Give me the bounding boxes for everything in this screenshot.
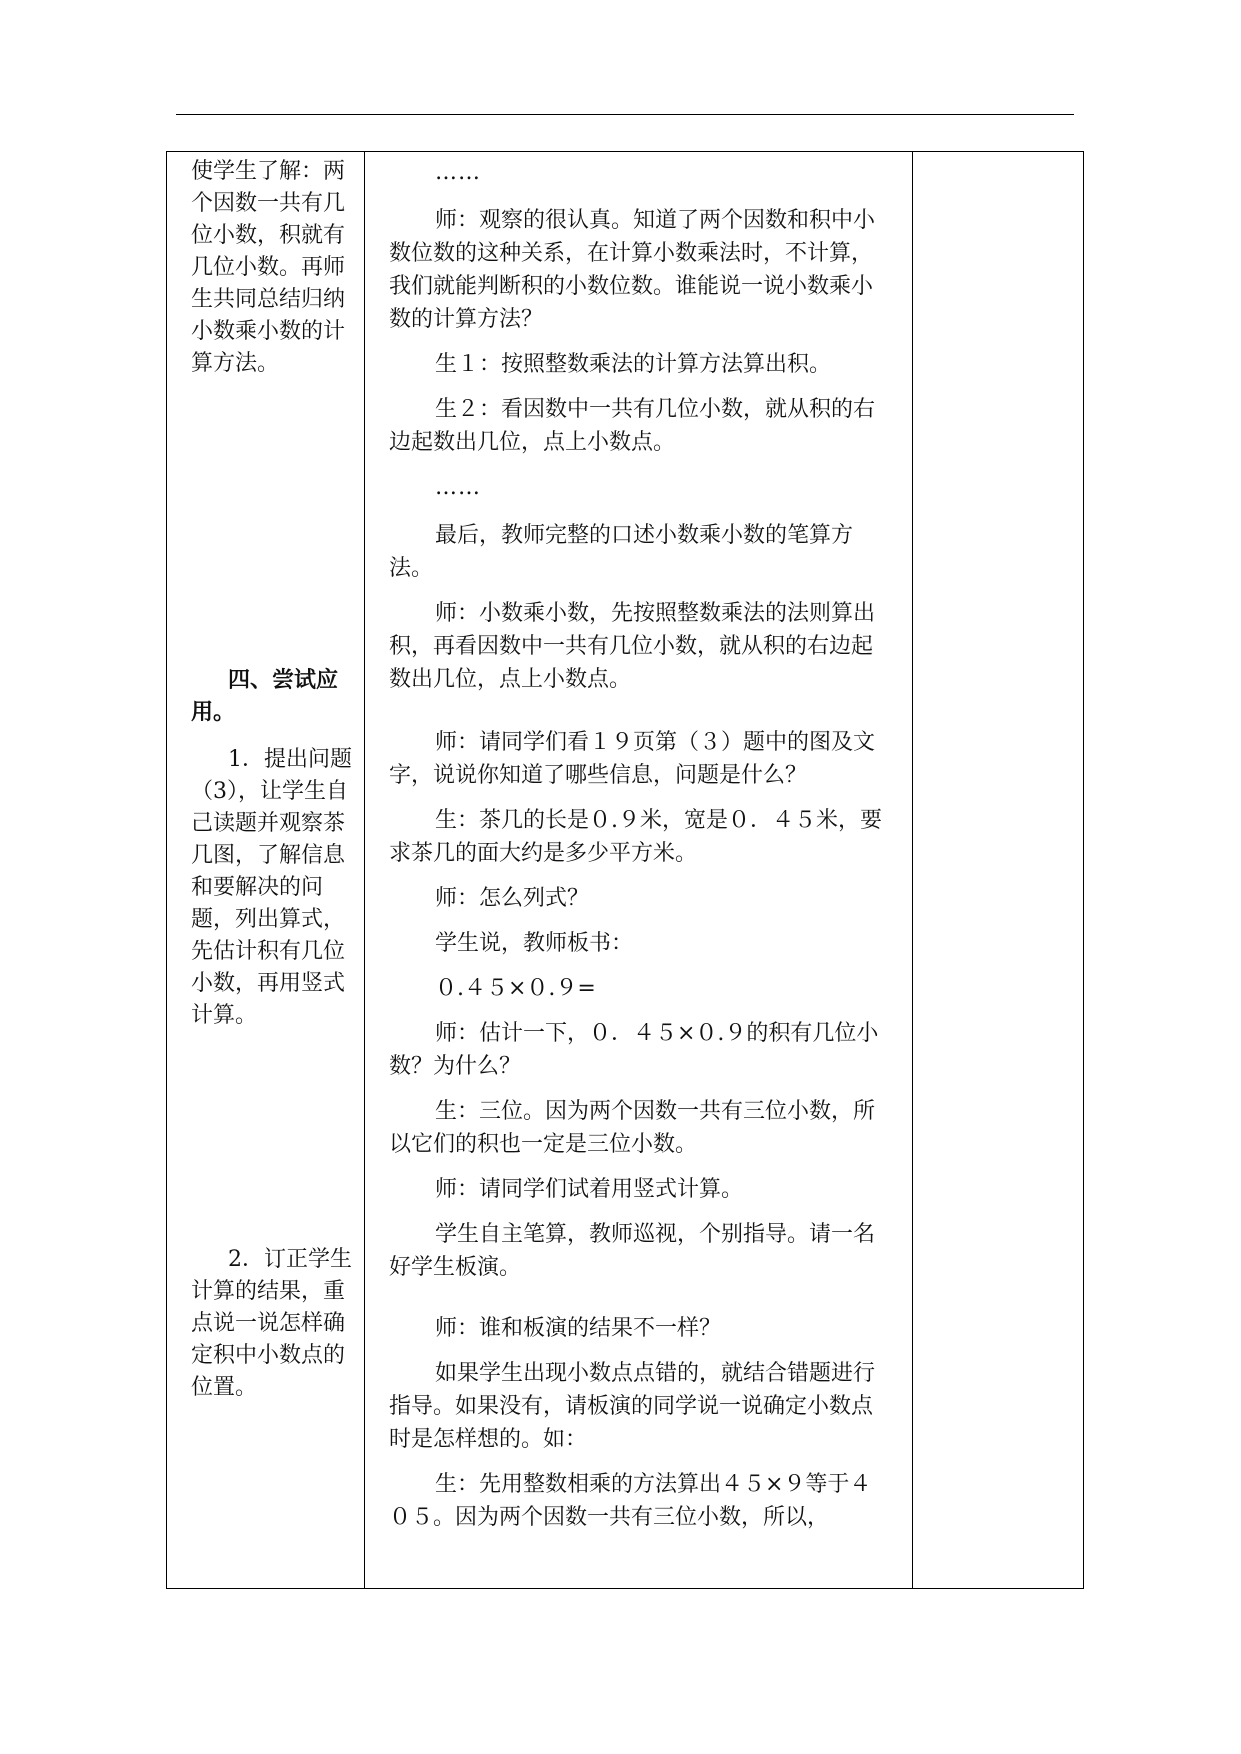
section-heading: 四、尝试应用。: [191, 667, 339, 725]
dialogue-line: 师：估计一下，０．４５×０.９的积有几位小数？为什么？: [389, 1021, 879, 1079]
dialogue-line: 师：小数乘小数，先按照整数乘法的法则算出积，再看因数中一共有几位小数，就从积的右边起数出几位，点上小数点。: [389, 601, 876, 692]
left-item-2: 2．订正学生计算的结果，重点说一说怎样确定积中小数点的位置。: [191, 1247, 352, 1400]
dialogue-line: 生：三位。因为两个因数一共有三位小数，所以它们的积也一定是三位小数。: [389, 1099, 876, 1157]
right-cell: [913, 152, 1084, 1589]
dialogue-line: 学生自主笔算，教师巡视，个别指导。请一名好学生板演。: [389, 1222, 876, 1280]
equation-line: ０.４５×０.９=: [435, 976, 596, 1001]
header-rule: [176, 114, 1074, 115]
dialogue-line: 生２：看因数中一共有几位小数，就从积的右边起数出几位，点上小数点。: [389, 397, 876, 455]
left-item-1: 1．提出问题（3），让学生自己读题并观察茶几图，了解信息和要解决的问题，列出算式，先估计积有几位小数，再用竖式计算。: [191, 747, 352, 1028]
table-row: [167, 152, 1084, 1589]
dialogue-line: 师：怎么列式？: [435, 886, 590, 911]
dialogue-line: 如果学生出现小数点点错的，就结合错题进行指导。如果没有，请板演的同学说一说确定小数点时是怎样想的。如：: [389, 1361, 876, 1452]
left-cell: [167, 152, 365, 1589]
ellipsis-2: ……: [435, 475, 481, 500]
lesson-plan-table: [166, 151, 1084, 1589]
middle-cell: [365, 152, 913, 1589]
dialogue-line: 师：谁和板演的结果不一样？: [435, 1316, 722, 1341]
dialogue-line: 生：茶几的长是０.９米，宽是０．４５米，要求茶几的面大约是多少平方米。: [389, 808, 882, 866]
dialogue-line: 生：先用整数相乘的方法算出４５×９等于４０５。因为两个因数一共有三位小数，所以，: [389, 1472, 872, 1530]
dialogue-line: 最后，教师完整的口述小数乘小数的笔算方法。: [389, 523, 854, 581]
dialogue-line: 师：请同学们试着用竖式计算。: [435, 1177, 744, 1202]
ellipsis-1: ……: [435, 160, 481, 185]
dialogue-line: 学生说，教师板书：: [435, 931, 634, 956]
left-intro-text: 使学生了解：两个因数一共有几位小数，积就有几位小数。再师生共同总结归纳小数乘小数的计算方法。: [191, 159, 346, 376]
dialogue-line: 生１：按照整数乘法的计算方法算出积。: [435, 352, 832, 377]
dialogue-line: 师：请同学们看１９页第（３）题中的图及文字，说说你知道了哪些信息，问题是什么？: [389, 730, 876, 788]
dialogue-line: 师：观察的很认真。知道了两个因数和积中小数位数的这种关系，在计算小数乘法时，不计算，我们就能判断积的小数位数。谁能说一说小数乘小数的计算方法？: [389, 208, 876, 332]
